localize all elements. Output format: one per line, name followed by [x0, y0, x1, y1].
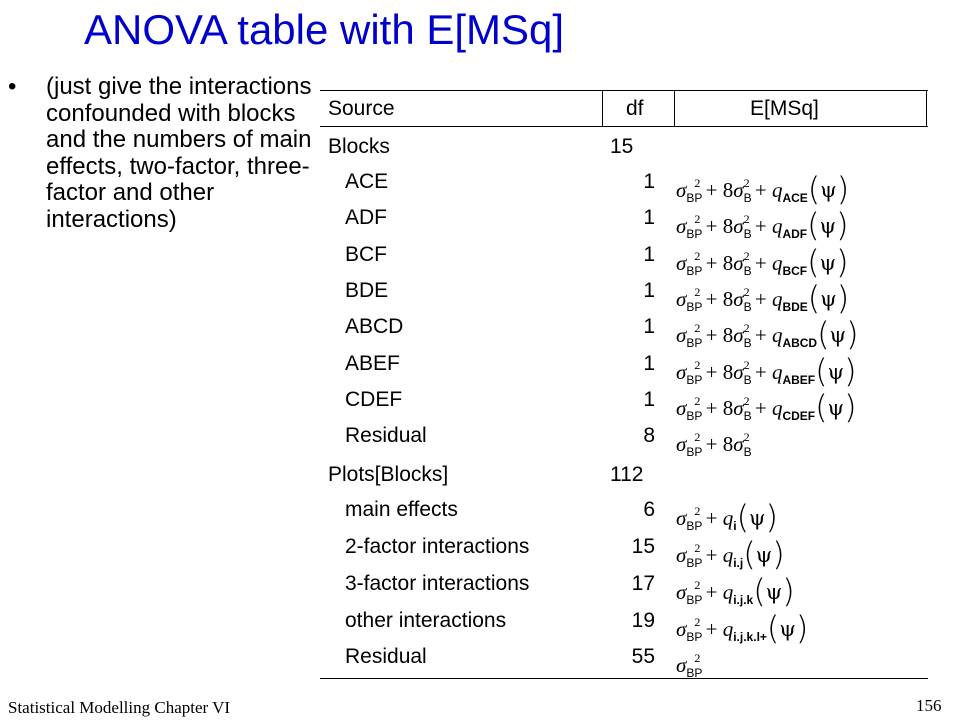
table-row: [320, 238, 928, 281]
plus-sign: +: [749, 360, 772, 384]
psi-symbol: ψ: [827, 396, 845, 420]
row-source: ADF: [345, 206, 387, 229]
row-df: 1: [643, 243, 655, 266]
sigma-symbol: σ: [676, 214, 687, 238]
table-row: [320, 567, 928, 610]
table-row: [320, 458, 928, 494]
sigma-symbol: σ: [676, 287, 687, 311]
right-paren: ): [782, 572, 795, 610]
table-row: [320, 347, 928, 390]
table-row: [320, 165, 928, 208]
superscript-2: 2: [743, 394, 750, 408]
right-paren: ): [772, 535, 785, 573]
row-df: 8: [643, 424, 655, 447]
left-paren: (: [807, 170, 821, 208]
q-subscript: BDE: [782, 300, 808, 314]
subscript-bp: BP: [686, 593, 703, 607]
header-source: Source: [328, 97, 395, 120]
coefficient: 8: [722, 287, 734, 311]
superscript-2: 2: [743, 285, 750, 299]
sigma-symbol: σ: [676, 617, 687, 641]
coefficient: 8: [722, 178, 734, 202]
left-paren: (: [743, 535, 756, 573]
header-right-border: [926, 90, 927, 126]
subscript-bp: BP: [686, 264, 703, 278]
right-paren: ): [765, 498, 778, 536]
subscript-b: B: [743, 409, 752, 423]
left-paren: (: [807, 243, 820, 281]
q-symbol: q: [771, 214, 783, 238]
q-subscript: BCF: [782, 264, 808, 278]
row-source: BDE: [345, 279, 389, 302]
psi-symbol: ψ: [749, 506, 766, 530]
subscript-b: B: [743, 191, 752, 205]
plus-sign: +: [749, 251, 772, 275]
psi-symbol: ψ: [820, 287, 837, 311]
q-subscript: ABEF: [782, 373, 816, 387]
sigma-symbol: σ: [733, 178, 744, 202]
subscript-b: B: [743, 300, 752, 314]
subscript-bp: BP: [686, 666, 703, 680]
right-paren: ): [844, 352, 857, 390]
left-paren: (: [753, 572, 766, 610]
header-divider-source-df: [602, 90, 603, 126]
plus-sign: +: [700, 396, 723, 420]
superscript-2: 2: [743, 358, 750, 372]
subscript-b: B: [743, 336, 752, 350]
row-source: Residual: [345, 424, 427, 447]
row-df: 1: [643, 388, 655, 411]
row-source: other interactions: [345, 609, 507, 632]
sigma-symbol: σ: [676, 653, 687, 677]
sigma-symbol: σ: [733, 432, 744, 456]
row-source: 2-factor interactions: [345, 535, 530, 558]
subscript-b: B: [743, 264, 752, 278]
left-paren: (: [815, 352, 828, 390]
footer-course: Statistical Modelling Chapter VI: [8, 698, 231, 717]
superscript-2: 2: [694, 430, 701, 444]
row-df: 17: [631, 572, 655, 595]
row-df: 15: [631, 535, 655, 558]
q-subscript: ADF: [782, 227, 808, 241]
right-paren: ): [836, 243, 849, 281]
superscript-2: 2: [694, 541, 701, 555]
psi-symbol: ψ: [819, 214, 837, 238]
table-row: [320, 383, 928, 426]
subscript-bp: BP: [686, 300, 703, 314]
plus-sign: +: [700, 251, 723, 275]
superscript-2: 2: [694, 212, 701, 226]
row-source: main effects: [345, 498, 458, 521]
left-paren: (: [817, 315, 830, 353]
superscript-2: 2: [694, 249, 701, 263]
psi-symbol: ψ: [820, 178, 837, 202]
q-subscript: i.j.k: [733, 593, 754, 607]
row-source: CDEF: [345, 388, 403, 411]
left-paren: (: [815, 388, 828, 426]
q-subscript: i.j: [733, 556, 744, 570]
row-source: ABEF: [345, 352, 400, 375]
subscript-bp: BP: [686, 373, 703, 387]
sigma-symbol: σ: [676, 432, 687, 456]
superscript-2: 2: [743, 212, 750, 226]
row-df: 112: [610, 463, 644, 486]
subscript-bp: BP: [686, 409, 703, 423]
superscript-2: 2: [694, 394, 701, 408]
superscript-2: 2: [743, 176, 750, 190]
table-row: [320, 274, 928, 317]
sigma-symbol: σ: [676, 178, 687, 202]
subscript-bp: BP: [686, 630, 703, 644]
sigma-symbol: σ: [733, 323, 744, 347]
left-paren: (: [766, 609, 780, 647]
bullet-marker: •: [8, 73, 17, 100]
superscript-2: 2: [694, 504, 701, 518]
psi-symbol: ψ: [779, 617, 796, 641]
q-subscript: ACE: [782, 191, 808, 205]
row-source: ABCD: [345, 315, 404, 338]
sigma-symbol: σ: [733, 214, 744, 238]
row-source: BCF: [345, 243, 387, 266]
superscript-2: 2: [694, 651, 701, 665]
sigma-symbol: σ: [676, 580, 687, 604]
coefficient: 8: [722, 360, 734, 384]
q-subscript: i.j.k.l+: [733, 630, 767, 644]
row-df: 1: [643, 170, 655, 193]
plus-sign: +: [749, 396, 772, 420]
plus-sign: +: [700, 287, 723, 311]
left-paren: (: [736, 498, 750, 536]
row-df: 15: [610, 135, 634, 158]
subscript-bp: BP: [686, 227, 703, 241]
sigma-symbol: σ: [676, 360, 687, 384]
row-df: 55: [631, 645, 655, 668]
right-paren: ): [836, 170, 850, 208]
plus-sign: +: [749, 178, 772, 202]
subscript-b: B: [743, 445, 752, 459]
left-paren: (: [807, 206, 820, 244]
q-subscript: i: [733, 519, 737, 533]
subscript-bp: BP: [686, 191, 703, 205]
subscript-b: B: [743, 373, 752, 387]
superscript-2: 2: [694, 176, 701, 190]
plus-sign: +: [700, 214, 723, 238]
sigma-symbol: σ: [733, 360, 744, 384]
superscript-2: 2: [694, 358, 701, 372]
header-emsq: E[MSq]: [750, 97, 819, 120]
left-paren: (: [807, 279, 821, 317]
row-df: 19: [631, 609, 655, 632]
plus-sign: +: [700, 580, 723, 604]
coefficient: 8: [722, 432, 734, 456]
row-df: 6: [643, 498, 655, 521]
anova-table: [320, 90, 928, 680]
header-rule: [320, 126, 928, 127]
superscript-2: 2: [694, 615, 701, 629]
table-row: [320, 640, 928, 680]
table-row: [320, 493, 928, 536]
q-symbol: q: [722, 506, 734, 530]
table-top-rule: [320, 90, 928, 91]
coefficient: 8: [722, 396, 734, 420]
table-bottom-rule: [320, 678, 928, 679]
superscript-2: 2: [694, 321, 701, 335]
footer-page-number: 156: [916, 696, 942, 715]
sigma-symbol: σ: [733, 287, 744, 311]
q-subscript: ABCD: [782, 336, 818, 350]
q-symbol: q: [771, 287, 783, 311]
subscript-bp: BP: [686, 336, 703, 350]
sigma-symbol: σ: [733, 251, 744, 275]
psi-symbol: ψ: [819, 251, 837, 275]
plus-sign: +: [700, 178, 723, 202]
q-symbol: q: [771, 396, 783, 420]
q-symbol: q: [722, 580, 734, 604]
right-paren: ): [836, 206, 849, 244]
right-paren: ): [836, 279, 850, 317]
plus-sign: +: [749, 214, 772, 238]
plus-sign: +: [700, 360, 723, 384]
row-source: ACE: [345, 170, 389, 193]
sigma-symbol: σ: [676, 251, 687, 275]
header-df: df: [626, 97, 644, 120]
sigma-symbol: σ: [676, 543, 687, 567]
psi-symbol: ψ: [829, 323, 847, 347]
plus-sign: +: [700, 543, 723, 567]
row-source: 3-factor interactions: [345, 572, 530, 595]
plus-sign: +: [749, 287, 772, 311]
coefficient: 8: [722, 251, 734, 275]
coefficient: 8: [722, 323, 734, 347]
row-source: Residual: [345, 645, 427, 668]
right-paren: ): [844, 388, 857, 426]
q-symbol: q: [771, 360, 783, 384]
superscript-2: 2: [694, 578, 701, 592]
row-df: 1: [643, 279, 655, 302]
table-row: [320, 201, 928, 244]
table-row: [320, 130, 928, 166]
subscript-b: B: [743, 227, 752, 241]
plus-sign: +: [749, 323, 772, 347]
superscript-2: 2: [743, 249, 750, 263]
header-divider-df-emsq: [674, 90, 675, 126]
sigma-symbol: σ: [676, 506, 687, 530]
subscript-bp: BP: [686, 519, 703, 533]
row-df: 1: [643, 315, 655, 338]
table-row: [320, 419, 928, 459]
table-row: [320, 604, 928, 647]
sigma-symbol: σ: [676, 323, 687, 347]
row-df: 1: [643, 206, 655, 229]
coefficient: 8: [722, 214, 734, 238]
plus-sign: +: [700, 323, 723, 347]
q-symbol: q: [771, 251, 783, 275]
q-symbol: q: [771, 323, 783, 347]
plus-sign: +: [700, 506, 723, 530]
psi-symbol: ψ: [755, 543, 773, 567]
row-source: Plots[Blocks]: [328, 463, 449, 486]
psi-symbol: ψ: [827, 360, 845, 384]
q-symbol: q: [722, 543, 734, 567]
superscript-2: 2: [694, 285, 701, 299]
superscript-2: 2: [743, 321, 750, 335]
slide-title: ANOVA table with E[MSq]: [84, 6, 565, 53]
sigma-symbol: σ: [676, 396, 687, 420]
plus-sign: +: [700, 617, 723, 641]
q-symbol: q: [722, 617, 734, 641]
psi-symbol: ψ: [765, 580, 783, 604]
row-emsq: [676, 640, 703, 691]
bullet-text: (just give the interactions confounded with blocks and the numbers of main effects, two-factor, three-factor and other interactions): [46, 73, 312, 233]
plus-sign: +: [700, 432, 723, 456]
subscript-bp: BP: [686, 556, 703, 570]
table-row: [320, 530, 928, 573]
row-df: 1: [643, 352, 655, 375]
table-row: [320, 310, 928, 353]
q-subscript: CDEF: [782, 409, 816, 423]
right-paren: ): [846, 315, 859, 353]
superscript-2: 2: [743, 430, 750, 444]
right-paren: ): [795, 609, 809, 647]
row-source: Blocks: [328, 135, 390, 158]
q-symbol: q: [771, 178, 783, 202]
subscript-bp: BP: [686, 445, 703, 459]
sigma-symbol: σ: [733, 396, 744, 420]
